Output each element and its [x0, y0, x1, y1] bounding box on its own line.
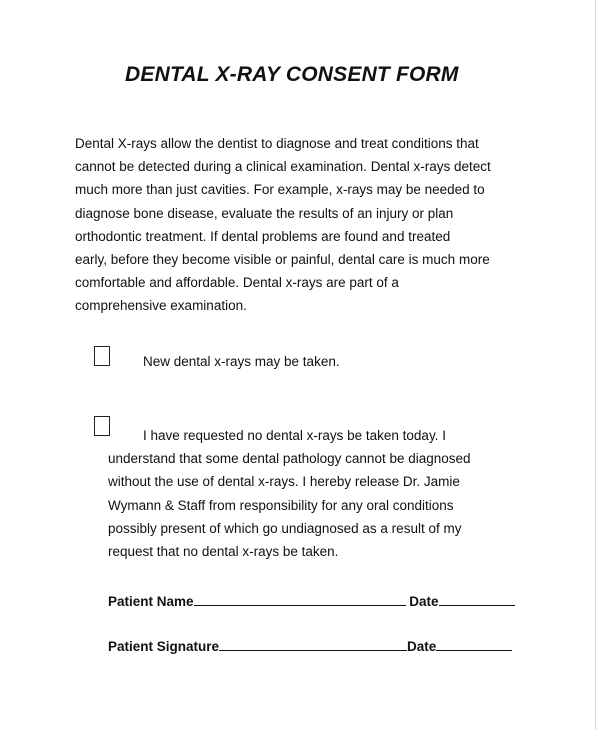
- decline-line: request that no dental x-rays be taken.: [108, 544, 339, 560]
- patient-signature-field[interactable]: [219, 636, 407, 651]
- intro-line: comfortable and affordable. Dental x-rays are part of a: [75, 275, 399, 291]
- patient-name-label: Patient Name: [108, 594, 194, 609]
- intro-line: comprehensive examination.: [75, 298, 247, 314]
- decline-xrays-statement: [108, 424, 471, 563]
- new-xrays-checkbox[interactable]: [94, 346, 110, 366]
- new-xrays-label: New dental x-rays may be taken.: [143, 354, 340, 369]
- intro-line: diagnose bone disease, evaluate the results of an injury or plan: [75, 205, 454, 221]
- signature-date-label: Date: [407, 639, 437, 654]
- name-date-field[interactable]: [439, 591, 515, 606]
- page-edge: [595, 0, 596, 730]
- intro-line: orthodontic treatment. If dental problems are found and treated: [75, 228, 451, 244]
- signature-date-field[interactable]: [436, 636, 512, 651]
- name-date-label: Date: [409, 594, 439, 609]
- decline-line: without the use of dental x-rays. I hereby release Dr. Jamie: [108, 474, 460, 490]
- patient-signature-row: [108, 636, 512, 654]
- form-title: DENTAL X-RAY CONSENT FORM: [125, 63, 459, 86]
- decline-line: possibly present of which go undiagnosed as a result of my: [108, 520, 462, 536]
- intro-line: cannot be detected during a clinical examination. Dental x-rays detect: [75, 159, 491, 175]
- patient-signature-label: Patient Signature: [108, 639, 220, 654]
- decline-line: I have requested no dental x-rays be taken today. I: [143, 428, 446, 443]
- patient-name-row: [108, 591, 515, 609]
- intro-line: much more than just cavities. For example, x-rays may be needed to: [75, 182, 485, 198]
- decline-line: Wymann & Staff from responsibility for any oral conditions: [108, 497, 454, 513]
- patient-name-field[interactable]: [194, 591, 406, 606]
- intro-line: Dental X-rays allow the dentist to diagnose and treat conditions that: [75, 136, 479, 151]
- intro-line: early, before they become visible or painful, dental care is much more: [75, 252, 490, 268]
- decline-line: understand that some dental pathology cannot be diagnosed: [108, 451, 471, 467]
- intro-paragraph: [75, 132, 545, 318]
